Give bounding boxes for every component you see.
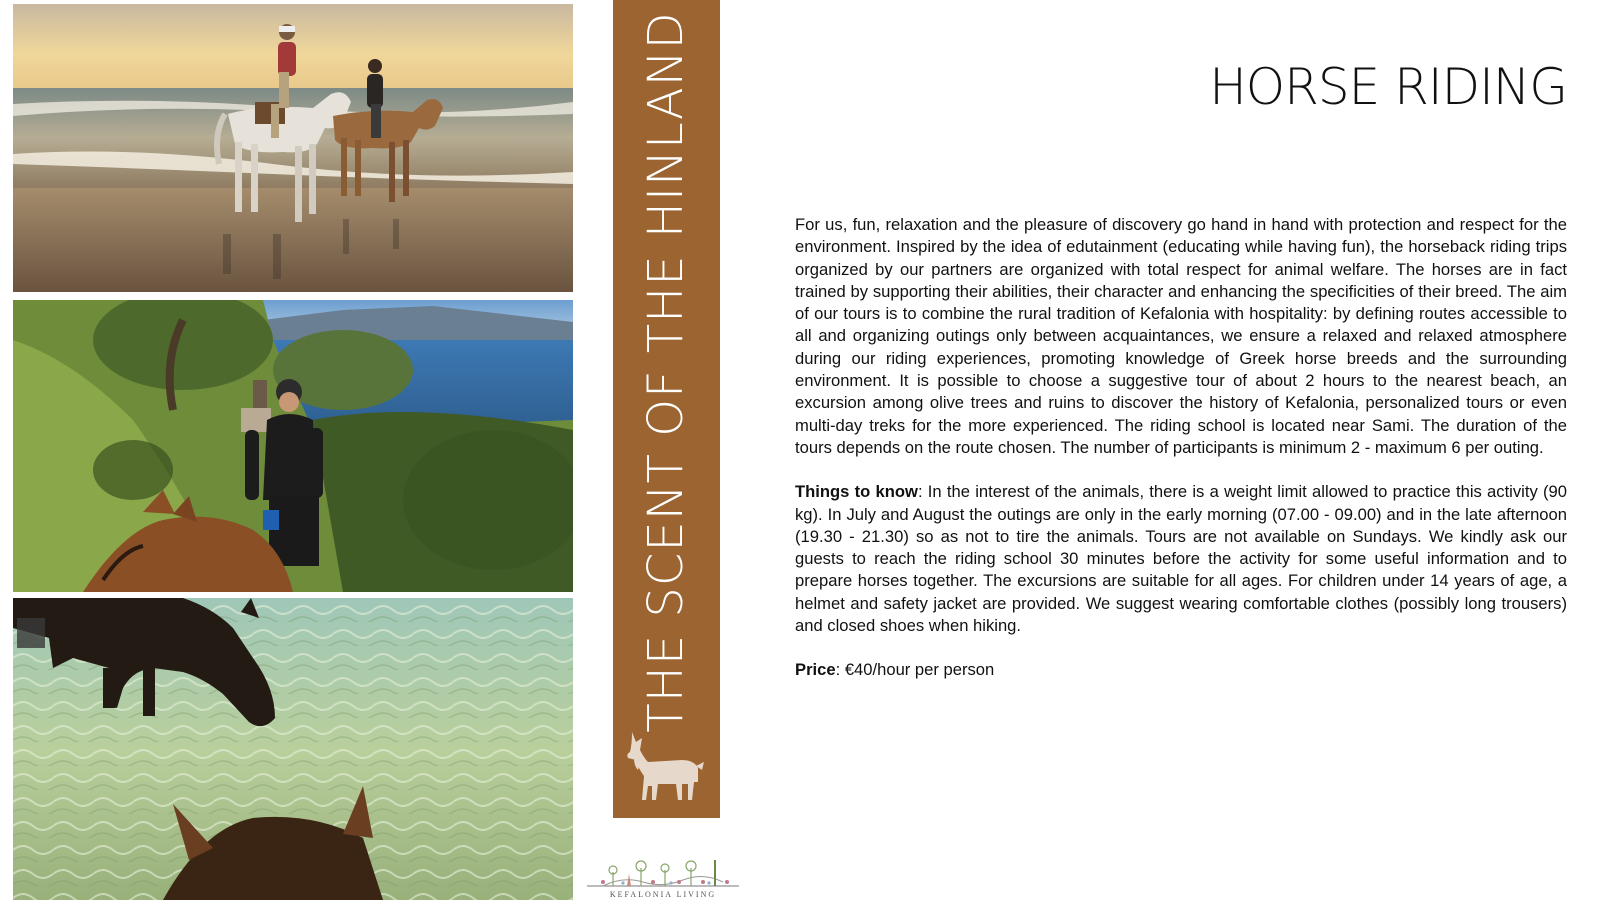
things-to-know-text: : In the interest of the animals, there is a weight limit allowed to practice this activity (90 kg). In July and August the outings are only in the early morning (07.00 - 09.00) and in the late afternoon (19.30 - 21.30) so as not to tire the animals. Tours are not available on Sundays. We kindly ask our guests to reach the riding school 30 minutes before the activity for some useful information and to prepare horses together. The excursions are suitable for all ages. For children under 14 years of age, a helmet and safety jacket are provided. We suggest wearing comfortable clothes (possibly long trousers) and closed shoes when hiking.: [795, 482, 1567, 636]
body-text: [795, 214, 1567, 704]
goat-icon: [622, 724, 706, 808]
description-paragraph: For us, fun, relaxation and the pleasure of discovery go hand in hand with protection and respect for the environment. Inspired by the idea of edutainment (educating while having fun), the horseback riding trips organized by our partners are organized with total respect for animal welfare. The horses are in fact trained by supporting their abilities, their character and enhancing the specificities of their breed. The aim of our tours is to combine the rural tradition of Kefalonia with hospitality: by defining routes accessible to all and organizing outings only between acquaintances, we ensure a relaxed and relaxed atmosphere during our riding experiences, promoting knowledge of Greek horse breeds and the surrounding environment. It is possible to choose a suggestive tour of about 2 hours to the nearest beach, an excursion among olive trees and ruins to discover the history of Kefalonia, personalized tours or even multi-day treks for the more experienced. The riding school is located near Sami. The duration of the tours depends on the route chosen. The number of participants is minimum 2 - maximum 6 per outing.: [795, 215, 1567, 457]
things-to-know-label: Things to know: [795, 482, 918, 502]
logo-text: KEFALONIA LIVING: [609, 890, 717, 899]
price-paragraph: [795, 659, 1567, 681]
horse-in-water-photo: [13, 598, 573, 900]
kefalonia-living-logo: [583, 852, 743, 900]
page-title: HORSE RIDING: [1209, 58, 1567, 116]
things-to-know-paragraph: [795, 481, 1567, 637]
side-title: THE SCENT OF THE HINLAND: [638, 11, 694, 733]
beach-riding-photo: [13, 4, 573, 292]
price-label: Price: [795, 660, 836, 680]
price-text: : €40/hour per person: [835, 660, 995, 680]
hillside-riding-photo: [13, 300, 573, 592]
